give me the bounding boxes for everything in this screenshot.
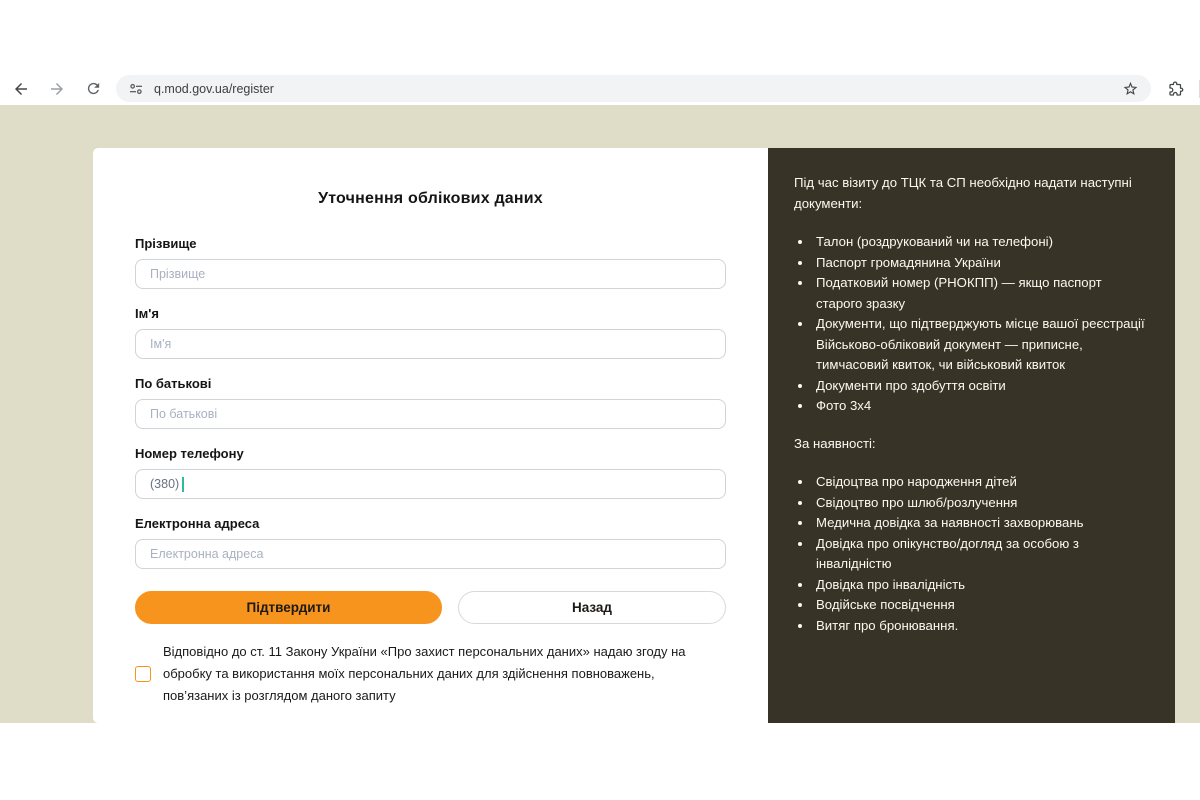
star-icon bbox=[1122, 80, 1139, 97]
list-item: • Довідка про інвалідність bbox=[813, 575, 1149, 596]
forward-arrow-icon bbox=[48, 80, 66, 98]
address-bar[interactable] bbox=[116, 75, 1151, 102]
list-item: • Талон (роздрукований чи на телефоні) bbox=[813, 232, 1149, 253]
forward-button[interactable] bbox=[46, 78, 68, 100]
consent-checkbox[interactable] bbox=[135, 666, 151, 682]
text-caret bbox=[182, 477, 184, 492]
reload-button[interactable] bbox=[82, 78, 104, 100]
back-arrow-icon bbox=[12, 80, 30, 98]
puzzle-icon bbox=[1167, 80, 1185, 98]
extensions-button[interactable] bbox=[1165, 78, 1187, 100]
first-name-label: Ім'я bbox=[135, 306, 159, 321]
field-email bbox=[135, 516, 726, 569]
email-label: Електронна адреса bbox=[135, 516, 260, 531]
surname-input[interactable] bbox=[135, 259, 726, 289]
required-documents-list bbox=[794, 232, 1149, 417]
list-item: • Медична довідка за наявності захворювань bbox=[813, 513, 1149, 534]
optional-documents-list bbox=[794, 472, 1149, 636]
list-item: • Свідоцтво про шлюб/розлучення bbox=[813, 493, 1149, 514]
reload-icon bbox=[85, 80, 102, 97]
patronymic-input[interactable] bbox=[135, 399, 726, 429]
documents-info-panel bbox=[768, 148, 1175, 723]
list-item: • Довідка про опікунство/догляд за особою з інвалідністю bbox=[813, 534, 1149, 575]
browser-toolbar bbox=[0, 72, 1200, 105]
consent-text: Відповідно до ст. 11 Закону України «Про захист персональних даних» надаю згоду на обробку та використання моїх персональних даних для здійснення повноважень, пов’язаних із розглядом даного запиту bbox=[163, 644, 686, 703]
list-item: • Свідоцтва про народження дітей bbox=[813, 472, 1149, 493]
back-button[interactable] bbox=[10, 78, 32, 100]
first-name-input[interactable] bbox=[135, 329, 726, 359]
patronymic-label: По батькові bbox=[135, 376, 212, 391]
registration-form-card bbox=[93, 148, 768, 723]
phone-input[interactable] bbox=[135, 469, 726, 499]
field-phone bbox=[135, 446, 726, 499]
list-item: • Паспорт громадянина України bbox=[813, 253, 1149, 274]
optional-heading: За наявності: bbox=[794, 435, 876, 451]
field-patronymic bbox=[135, 376, 726, 429]
confirm-button[interactable]: Підтвердити bbox=[135, 591, 442, 624]
back-form-button[interactable]: Назад bbox=[458, 591, 726, 624]
phone-value: (380) bbox=[150, 477, 180, 491]
url-text[interactable]: q.mod.gov.ua/register bbox=[154, 81, 274, 96]
list-item: • Документи про здобуття освіти bbox=[813, 376, 1149, 397]
field-surname bbox=[135, 236, 726, 289]
site-settings-icon[interactable] bbox=[128, 81, 144, 97]
field-first-name bbox=[135, 306, 726, 359]
list-item: • Витяг про бронювання. bbox=[813, 616, 1149, 637]
page-title: Уточнення облікових даних bbox=[318, 190, 543, 207]
documents-intro: Під час візиту до ТЦК та СП необхідно надати наступні документи: bbox=[794, 175, 1132, 211]
email-input[interactable] bbox=[135, 539, 726, 569]
surname-label: Прізвище bbox=[135, 236, 197, 251]
list-item: • Податковий номер (РНОКПП) — якщо паспорт старого зразку bbox=[813, 273, 1149, 314]
consent-row bbox=[135, 641, 726, 707]
phone-label: Номер телефону bbox=[135, 446, 244, 461]
bookmark-button[interactable] bbox=[1122, 80, 1139, 97]
list-item: • Фото 3х4 bbox=[813, 396, 1149, 417]
list-item: • Документи, що підтверджують місце вашої реєстрації Військово-обліковий документ — приписне, тимчасовий квиток, чи військовий квиток bbox=[813, 314, 1149, 376]
list-item: • Водійське посвідчення bbox=[813, 595, 1149, 616]
page-background bbox=[0, 105, 1200, 723]
